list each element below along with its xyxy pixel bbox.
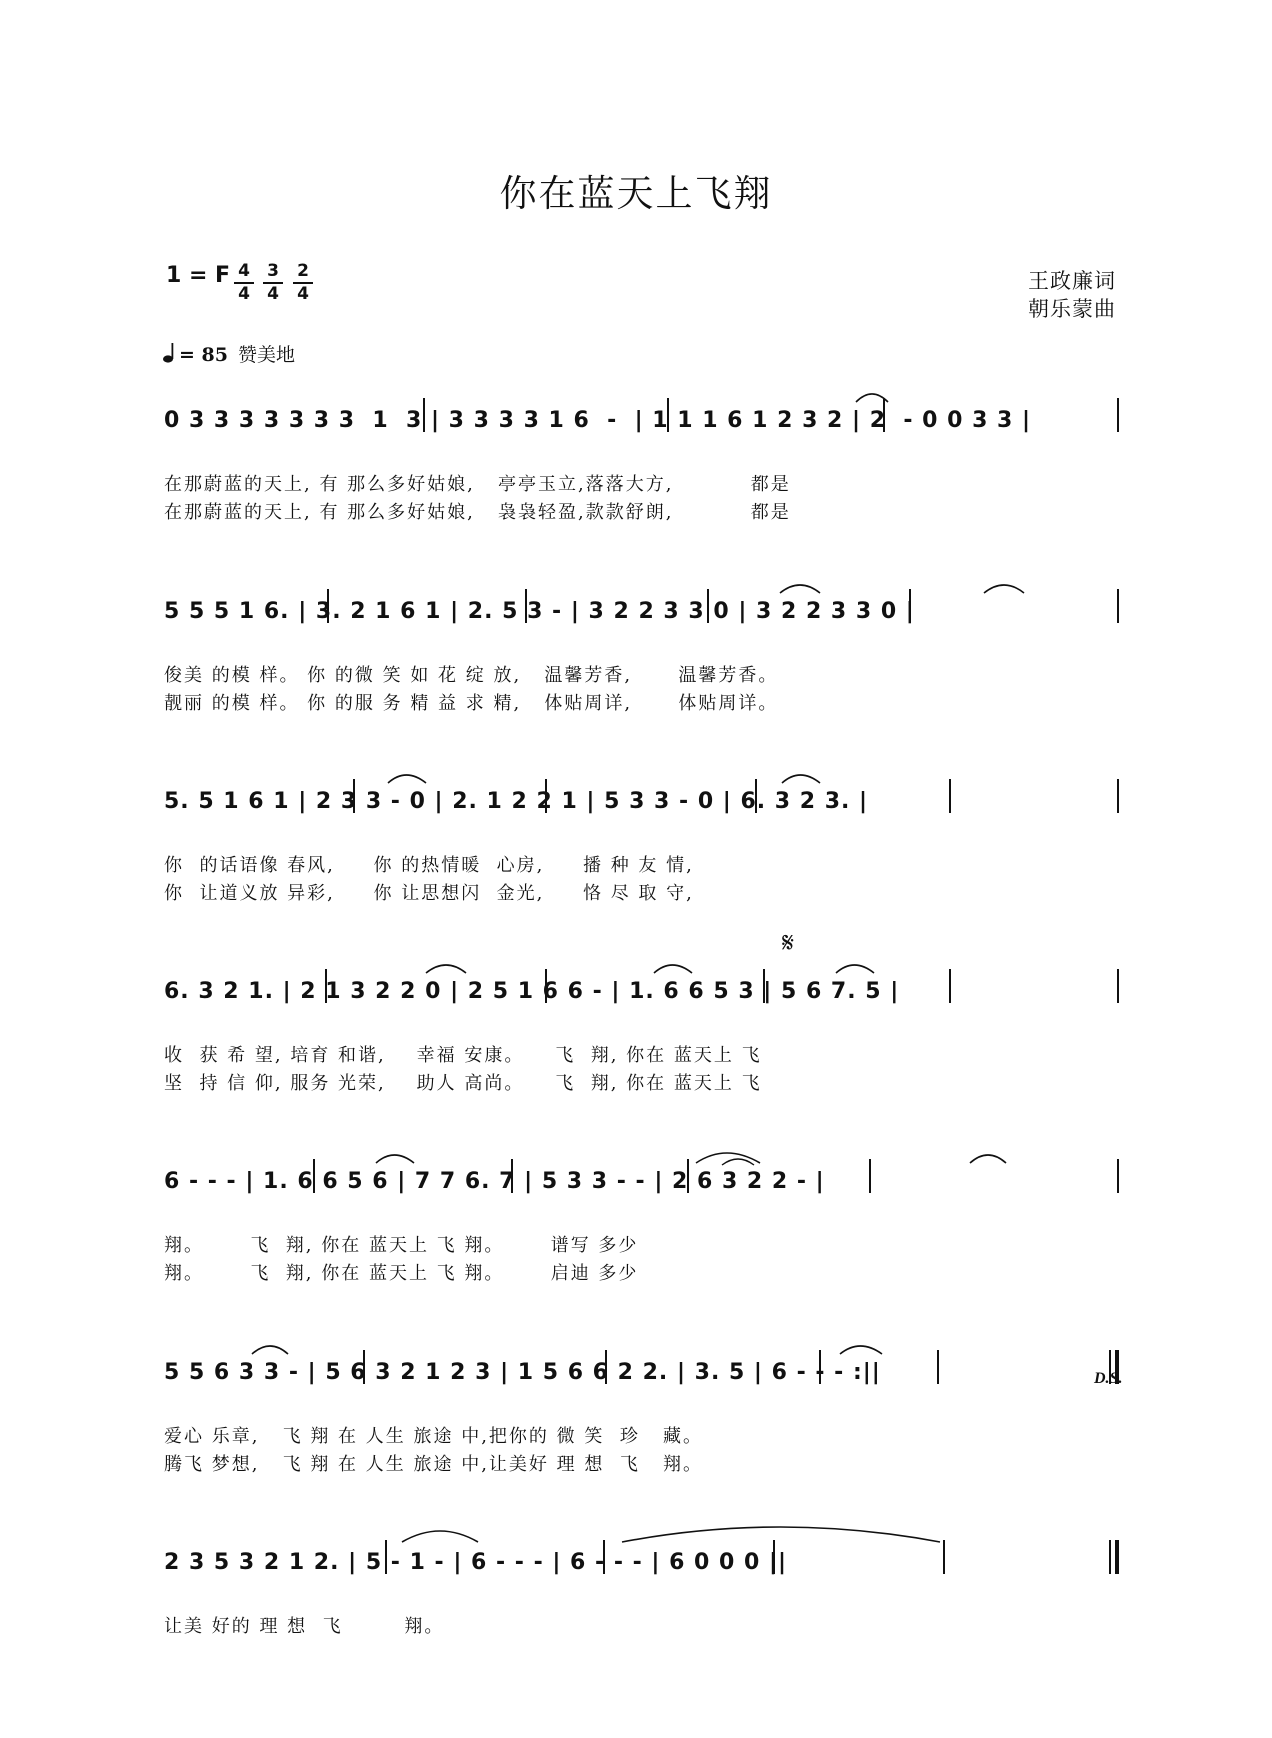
row-5-notes: 6 - - - | 1. 6 6 5 6 | 7 7 6. 7 | 5 3 3 - - | 2 6 3 2 2 - | [164,1169,825,1194]
time-signature-3-4 [263,262,283,304]
time-signature-bottom: 4 [238,284,250,304]
tempo-marking [163,340,295,369]
time-signature-top: 2 [297,261,309,281]
slur-icon [376,1155,414,1163]
score-row-5 [160,1153,1120,1313]
time-signature-4-4 [234,262,254,304]
slur-icon [780,585,820,593]
quarter-note-icon [163,342,175,369]
row-6-lyrics-verse-1: 爱心 乐章, 飞 翔 在 人生 旅途 中,把你的 微 笑 珍 藏。 [164,1426,703,1447]
slur-icon [654,965,692,973]
time-signature-bottom: 4 [267,284,279,304]
row-3-lyrics-verse-1: 你 的话语像 春风, 你 的热情暖 心房, 播 种 友 情, [164,855,694,876]
row-7-lyrics-verse-1: 让美 好的 理 想 飞 翔。 [164,1616,445,1637]
score-row-7 [160,1534,1120,1694]
slur-icon [722,1159,754,1165]
slur-icon [388,775,426,783]
row-2-lyrics-verse-2: 靓丽 的模 样。 你 的服 务 精 益 求 精, 体贴周详, 体贴周详。 [164,693,779,714]
lyricist-credit: 王政廉词 [1028,269,1116,293]
time-signature-2-4 [293,262,313,304]
score-row-1 [160,392,1120,552]
row-6-lyrics-verse-2: 腾飞 梦想, 飞 翔 在 人生 旅途 中,让美好 理 想 飞 翔。 [164,1454,703,1475]
time-signature-bottom: 4 [297,284,309,304]
row-2-lyrics-verse-1: 俊美 的模 样。 你 的微 笑 如 花 绽 放, 温馨芳香, 温馨芳香。 [164,665,779,686]
slur-icon [252,1346,288,1354]
slur-icon [402,1531,478,1542]
slur-icon [622,1527,940,1542]
slur-icon [970,1155,1006,1163]
slur-icon [836,965,874,973]
slur-icon [984,585,1024,593]
tempo-value: = 85 [179,344,228,366]
row-6-notes: 5 5 6 3 3 - | 5 6 3 2 1 2 3 | 1 5 6 6 2 2. | 3. 5 | 6 - - - :|| [164,1360,881,1385]
segno-icon: 𝄋 [782,926,795,959]
row-5-lyrics-verse-2: 翔。 飞 翔, 你在 蓝天上 飞 翔。 启迪 多少 [164,1263,639,1284]
row-4-notes: 6. 3 2 1. | 2 1 3 2 2 0 | 2 5 1 6 6 - | 1. 6 6 5 3 | 5 6 7. 5 | [164,979,900,1004]
row-1-notes: 0 3 3 3 3 3 3 3 1 3 | 3 3 3 3 1 6 - | 1 1 1 6 1 2 3 2 | 2 - 0 0 3 3 | [164,408,1032,433]
score-row-3 [160,773,1120,933]
key-signature: 1 = F [166,263,231,288]
time-signature-top: 3 [267,261,279,281]
row-7-notes: 2 3 5 3 2 1 2. | 5 - 1 - | 6 - - - | 6 - - - | 6 0 0 0 || [164,1550,788,1575]
row-1-lyrics-verse-1: 在那蔚蓝的天上, 有 那么多好姑娘, 亭亭玉立,落落大方, 都是 [164,474,791,495]
row-4-lyrics-verse-1: 收 获 希 望, 培育 和谐, 幸福 安康。 飞 翔, 你在 蓝天上 飞 [164,1045,762,1066]
time-signature-top: 4 [238,261,250,281]
row-5-lyrics-verse-1: 翔。 飞 翔, 你在 蓝天上 飞 翔。 谱写 多少 [164,1235,639,1256]
slur-icon [840,1346,882,1354]
row-1-lyrics-verse-2: 在那蔚蓝的天上, 有 那么多好姑娘, 袅袅轻盈,款款舒朗, 都是 [164,502,791,523]
slur-icon [782,775,820,783]
score-row-4 [160,963,1120,1123]
score-row-6 [160,1344,1123,1504]
slur-icon [426,965,466,973]
row-3-notes: 5. 5 1 6 1 | 2 3 3 - 0 | 2. 1 2 2 1 | 5 3 3 - 0 | 6. 3 2 3. | [164,789,869,814]
row-4-lyrics-verse-2: 坚 持 信 仰, 服务 光荣, 助人 高尚。 飞 翔, 你在 蓝天上 飞 [164,1073,762,1094]
row-2-notes: 5 5 5 1 6. | 3. 2 1 6 1 | 2. 5 3 - | 3 2 2 3 3 0 | 3 2 2 3 3 0 | [164,599,915,624]
ds-marking: D.S. [1094,1370,1123,1387]
song-title: 你在蓝天上飞翔 [499,172,773,215]
tempo-expression: 赞美地 [237,344,295,366]
composer-credit: 朝乐蒙曲 [1028,297,1116,321]
row-3-lyrics-verse-2: 你 让道义放 异彩, 你 让思想闪 金光, 恪 尽 取 守, [164,883,694,904]
score-row-2 [160,583,1120,743]
